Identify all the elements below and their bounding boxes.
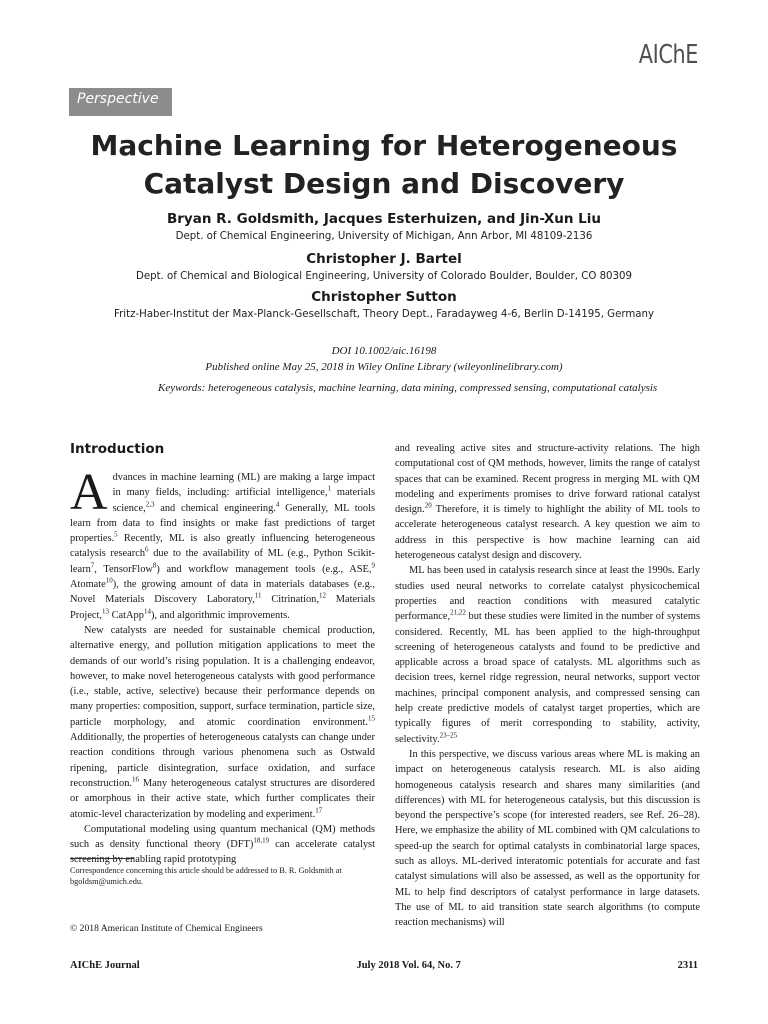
title-line-2: Catalyst Design and Discovery <box>143 167 625 200</box>
authors: Bryan R. Goldsmith, Jacques Esterhuizen, and Jin-Xun Liu <box>166 211 602 227</box>
paragraph: New catalysts are needed for sustainable chemical production, alternative energy, and pollution mitigation applications to meet the demands of our world’s rising population. It is a challenging endeavor, however, to make novel heterogeneous catalysts with good performance (i.e., stable, active, selective) because their performance depends on many properties: composition, support, surface termination, particle size, particle morphology, and atomic coordination environment.$^{15}$ Additionally, the properties of heterogeneous catalysts can change under reaction conditions through various phenomena such as Ostwald ripening, particle disintegration, surface oxidation, and surface reconstruction.$^{16}$ Many heterogeneous catalyst structures are disordered or amorphous in their active state, which further complicates their atomic-level characterization by modeling and experiment.$^{17}$ <box>70 624 375 820</box>
paragraph: In this perspective, we discuss various areas where ML is making an impact on heterogeneous catalysis research. ML is also aiding homogeneous catalysis research and shares many similarities (and differences) with ML for heterogeneous catalysis, but this discussion is beyond the perspective’s scope (for interested readers, see Ref. 26–28). Here, we emphasize the ability of ML combined with QM calculations to speed-up the search for optimal catalysts in combinatorial large spaces, such as alloys. ML-derived interatomic potentials for accurate and fast catalyst simulations will also be assessed, as well as the opportunity for ML to help find descriptors of catalyst performance in large datasets. The use of ML to aid transition state search algorithms (to compute reaction mechanisms) will <box>395 748 700 929</box>
author-group-1 <box>60 211 708 242</box>
footer-journal: AIChE Journal <box>70 960 140 971</box>
paragraph <box>70 464 376 623</box>
publication-info: Published online May 25, 2018 in Wiley Online Library (wileyonlinelibrary.com) <box>205 361 563 373</box>
copyright: © 2018 American Institute of Chemical Engineers <box>70 923 263 934</box>
page-footer <box>70 960 698 971</box>
title-line-1: Machine Learning for Heterogeneous <box>90 129 678 162</box>
right-column <box>395 441 700 931</box>
authors: Christopher J. Bartel <box>306 251 462 267</box>
doi: DOI 10.1002/aic.16198 <box>331 345 437 357</box>
footnote-text: Correspondence concerning this article should be addressed to B. R. Goldsmith at bgoldsm@umich.edu. <box>70 866 342 886</box>
paragraph-text: dvances in machine learning (ML) are making a large impact in many fields, including: artificial intelligence,$^1$ materials science,$^{2,3}$ and chemical engineering.$^4$ Generally, ML tools learn from data to find insights or make fast predictions of target properties.$^5$ Recently, ML is also greatly influencing heterogeneous catalysis research$^6$ due to the availability of ML (e.g., Python Scikit-learn$^7$, TensorFlow$^8$) and workflow management tools (e.g., ASE,$^9$ Atomate$^{10}$), the growing amount of data in materials databases (e.g., Novel Materials Discovery Laboratory,$^{11}$ Citrination,$^{12}$ Materials Project,$^{13}$ CatApp$^{14}$), and algorithmic improvements. <box>70 472 376 621</box>
paragraph: Computational modeling using quantum mechanical (QM) methods such as density functional theory (DFT)$^{18,19}$ can accelerate catalyst screening by enabling rapid prototyping <box>70 823 375 866</box>
left-column <box>70 440 375 868</box>
author-group-2 <box>60 251 708 282</box>
footer-page-number: 2311 <box>677 960 698 971</box>
paragraph: ML has been used in catalysis research since at least the 1990s. Early studies used neural networks to correlate catalyst physicochemical properties and reaction conditions with measured catalytic performance,$^{21,22}$ but these studies were limited in the number of systems considered. Recently, ML has been applied to the high-throughput screening of heterogeneous catalysts and found to be predictive and applicable across a broad space of catalysts. ML algorithms such as decision trees, kernel ridge regression, neural networks, support vector machines, principal component analysis, and compressed sensing can help create predictive models of catalyst target properties, which are typically figures of merit corresponding to stability, activity, selectivity.$^{23-25}$ <box>395 565 700 745</box>
drop-cap: A <box>70 464 108 521</box>
affiliation: Dept. of Chemical and Biological Engineering, University of Colorado Boulder, Boulder, CO 80309 <box>135 271 632 282</box>
paragraph: and revealing active sites and structure-activity relations. The high computational cost of QM methods, however, limits the range of catalyst spaces that can be examined. Recent progress in merging ML with QM modeling and experiments promises to drive forward rational catalyst design.$^{20}$ Therefore, it is timely to highlight the ability of ML tools to accelerate heterogeneous catalyst research. A key question we aim to address in this perspective is how machine learning can aid heterogeneous catalyst design and discovery. <box>395 443 700 562</box>
keywords: Keywords: heterogeneous catalysis, machine learning, data mining, compressed sensing, computational catalysis <box>158 382 658 394</box>
journal-logo: AIChE <box>638 40 698 70</box>
article-title <box>60 127 708 203</box>
author-group-3 <box>60 289 708 320</box>
footnote <box>70 858 375 887</box>
footer-issue: July 2018 Vol. 64, No. 7 <box>356 960 461 971</box>
section-heading: Introduction <box>70 441 165 457</box>
affiliation: Fritz-Haber-Institut der Max-Planck-Gesellschaft, Theory Dept., Faradayweg 4-6, Berlin D-14195, Germany <box>114 309 654 320</box>
authors: Christopher Sutton <box>311 289 457 305</box>
footnote-rule <box>70 858 134 859</box>
section-tag: Perspective <box>69 88 172 116</box>
affiliation: Dept. of Chemical Engineering, University of Michigan, Ann Arbor, MI 48109-2136 <box>175 231 593 242</box>
